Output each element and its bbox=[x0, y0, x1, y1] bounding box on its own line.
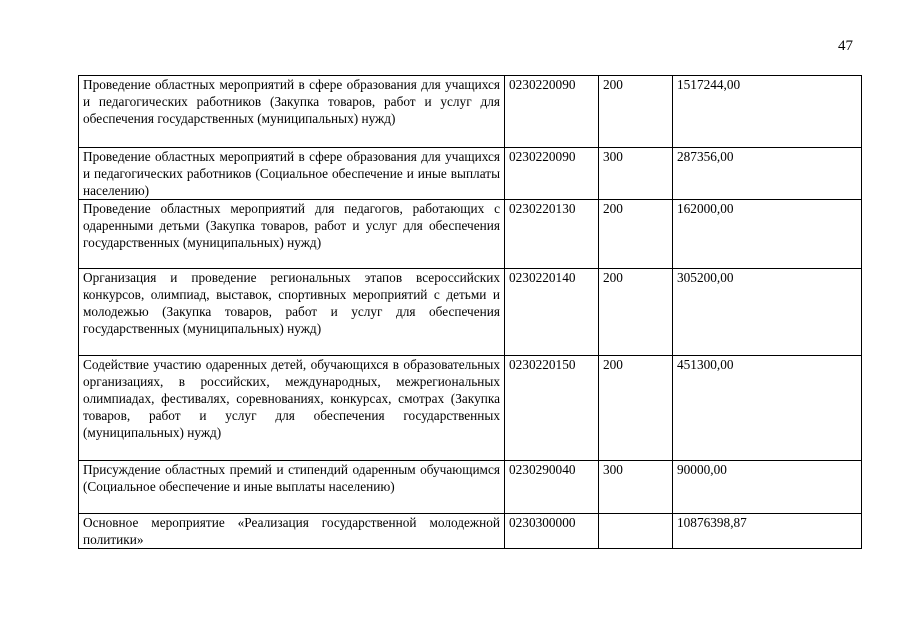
amount-cell: 162000,00 bbox=[673, 200, 862, 269]
target-code-cell: 0230220150 bbox=[505, 356, 599, 461]
target-code-cell: 0230220090 bbox=[505, 76, 599, 148]
expense-type-cell: 200 bbox=[599, 200, 673, 269]
expense-type-cell bbox=[599, 514, 673, 549]
row-name-cell: Основное мероприятие «Реализация государственной молодежной политики» bbox=[79, 514, 505, 549]
amount-cell: 287356,00 bbox=[673, 148, 862, 200]
row-name-cell: Содействие участию одаренных детей, обучающихся в образовательных организациях, в российских, международных, межрегиональных олимпиадах, фестивалях, соревнованиях, конкурсах, смотрах (Закупка товаров, работ и услуг для обеспечения государственных (муниципальных) нужд) bbox=[79, 356, 505, 461]
expense-type-cell: 200 bbox=[599, 356, 673, 461]
budget-table bbox=[78, 75, 862, 549]
amount-cell: 90000,00 bbox=[673, 461, 862, 514]
target-code-cell: 0230290040 bbox=[505, 461, 599, 514]
expense-type-cell: 200 bbox=[599, 269, 673, 356]
row-name-cell: Проведение областных мероприятий для педагогов, работающих с одаренными детьми (Закупка товаров, работ и услуг для обеспечения государственных (муниципальных) нужд) bbox=[79, 200, 505, 269]
table-row bbox=[79, 269, 862, 356]
target-code-cell: 0230220140 bbox=[505, 269, 599, 356]
target-code-cell: 0230220090 bbox=[505, 148, 599, 200]
amount-cell: 305200,00 bbox=[673, 269, 862, 356]
expense-type-cell: 200 bbox=[599, 76, 673, 148]
amount-cell: 451300,00 bbox=[673, 356, 862, 461]
table-row bbox=[79, 148, 862, 200]
expense-type-cell: 300 bbox=[599, 148, 673, 200]
target-code-cell: 0230220130 bbox=[505, 200, 599, 269]
target-code-cell: 0230300000 bbox=[505, 514, 599, 549]
row-name-cell: Присуждение областных премий и стипендий одаренным обучающимся (Социальное обеспечение и иные выплаты населению) bbox=[79, 461, 505, 514]
expense-type-cell: 300 bbox=[599, 461, 673, 514]
page-number: 47 bbox=[838, 38, 853, 54]
table-row bbox=[79, 461, 862, 514]
row-name-cell: Организация и проведение региональных этапов всероссийских конкурсов, олимпиад, выставок, спортивных мероприятий с детьми и молодежью (Закупка товаров, работ и услуг для обеспечения государственных (муниципальных) нужд) bbox=[79, 269, 505, 356]
row-name-cell: Проведение областных мероприятий в сфере образования для учащихся и педагогических работников (Закупка товаров, работ и услуг для обеспечения государственных (муниципальных) нужд) bbox=[79, 76, 505, 148]
table-row bbox=[79, 356, 862, 461]
table-row bbox=[79, 200, 862, 269]
table-row bbox=[79, 76, 862, 148]
table-row bbox=[79, 514, 862, 549]
amount-cell: 1517244,00 bbox=[673, 76, 862, 148]
amount-cell: 10876398,87 bbox=[673, 514, 862, 549]
row-name-cell: Проведение областных мероприятий в сфере образования для учащихся и педагогических работников (Социальное обеспечение и иные выплаты населению) bbox=[79, 148, 505, 200]
